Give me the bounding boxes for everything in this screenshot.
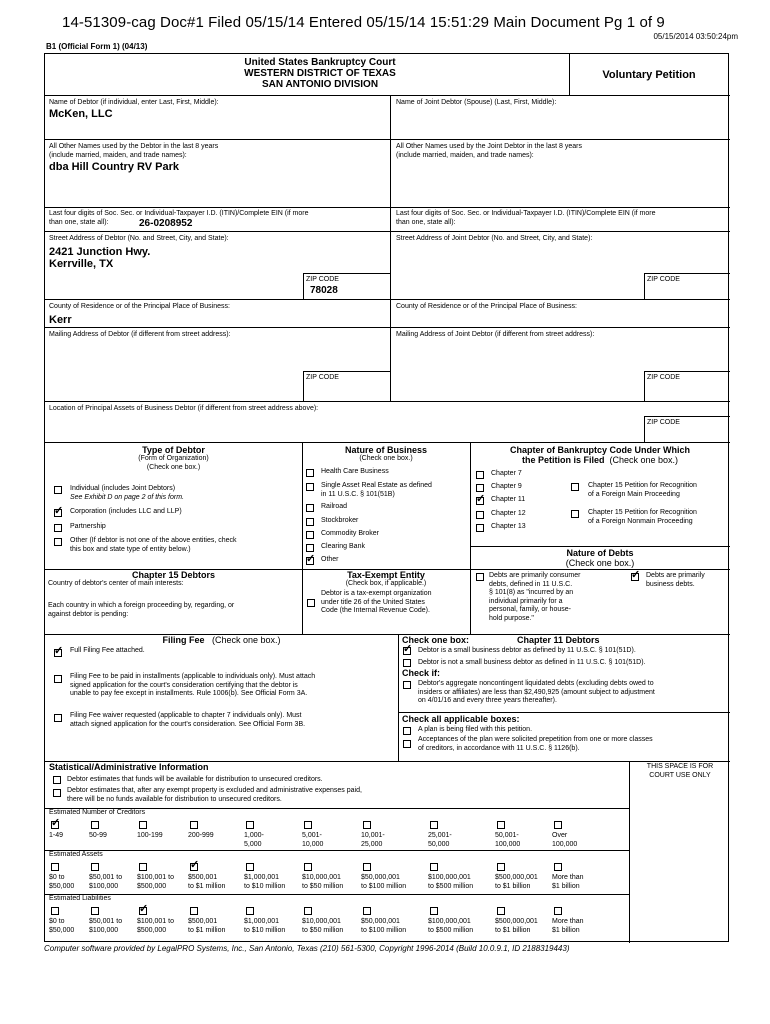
liabilities-0-label: $0 to $50,000 — [49, 918, 75, 934]
consumer-debts-checkbox[interactable] — [476, 573, 484, 581]
ch11-title: Chapter 11 Debtors — [517, 635, 600, 645]
assets-7-checkbox[interactable] — [430, 863, 438, 871]
nature-of-business-title: Nature of Business — [344, 445, 428, 455]
consumer-debts-label: Debts are primarily consumer debts, defined in 11 U.S.C. § 101(8) as "incurred by an individual primarily for a personal, family, or house- hold purpose." — [489, 572, 581, 622]
tax-exempt-label: Debtor is a tax-exempt organization under title 26 of the United States Code (the Internal Revenue Code). — [321, 590, 432, 614]
assets-5-checkbox[interactable] — [304, 863, 312, 871]
ein-value: 26-0208952 — [139, 218, 193, 229]
debtor-type-1-checkbox[interactable] — [54, 505, 64, 517]
joint-street-label: Street Address of Joint Debtor (No. and Street, City, and State): — [396, 235, 593, 242]
nature-of-debts-header — [470, 548, 730, 568]
tax-exempt-title: Tax-Exempt Entity — [347, 570, 425, 580]
assets-6-label: $50,000,001 to $100 million — [361, 874, 407, 890]
joint-mailing-zip-label: ZIP CODE — [647, 374, 680, 381]
debtor-type-1-label: Corporation (includes LLC and LLP) — [70, 508, 182, 515]
zip-label: ZIP CODE — [306, 276, 339, 283]
business-type-6-checkbox[interactable] — [306, 553, 316, 565]
type-of-debtor-title: Type of Debtor — [142, 445, 205, 455]
check-mark-icon: ✓ — [476, 493, 486, 505]
acceptances-label: Acceptances of the plan were solicited prepetition from one or more classes of creditors, in accordance with 11 U.S.C. § 1126(b). — [418, 736, 653, 752]
creditors-8-label: 50,001- 100,000 — [495, 832, 521, 848]
not-small-business-checkbox[interactable] — [403, 659, 411, 667]
check-mark-icon: ✓ — [190, 859, 200, 871]
check-mark-icon: ✓ — [403, 643, 413, 655]
filing-fee-0-checkbox[interactable] — [54, 645, 64, 657]
type-of-debtor-sub: (Form of Organization) (Check one box.) — [138, 455, 209, 471]
location-zip-label: ZIP CODE — [647, 419, 680, 426]
check-mark-icon: ✓ — [54, 645, 64, 657]
assets-4-checkbox[interactable] — [246, 863, 254, 871]
chapter15-each-label: Each country in which a foreign proceeding by, regarding, or against debtor is pending: — [48, 602, 235, 618]
software-footer: Computer software provided by LegalPRO Systems, Inc., San Antonio, Texas (210) 561-5300, Copyright 1996-2014 (Build 10.0.9.1, ID 2188319443) — [44, 944, 570, 953]
ch11-check-all: Check all applicable boxes: — [402, 714, 520, 724]
business-type-6-label: Other — [321, 556, 339, 563]
filing-fee-2-checkbox[interactable] — [54, 714, 62, 722]
debtor-name-label: Name of Debtor (if individual, enter Last, First, Middle): — [49, 99, 219, 106]
liabilities-8-label: $500,000,001 to $1 billion — [495, 918, 538, 934]
nature-of-business-header — [302, 445, 470, 464]
filing-fee-2-label: Filing Fee waiver requested (applicable to chapter 7 individuals only). Must attach signed application for the court's consideration. See Official Form 3B. — [70, 712, 306, 728]
liabilities-6-checkbox[interactable] — [363, 907, 371, 915]
liabilities-2-checkbox[interactable] — [139, 903, 149, 915]
court-line-2: WESTERN DISTRICT OF TEXAS — [244, 68, 396, 79]
creditors-3-label: 200-999 — [188, 832, 214, 839]
creditors-2-label: 100-199 — [137, 832, 163, 839]
creditors-9-label: Over 100,000 — [552, 832, 578, 848]
small-business-label: Debtor is a small business debtor as defined by 11 U.S.C. § 101(51D). — [418, 647, 636, 654]
debtor-name: McKen, LLC — [49, 108, 113, 120]
liabilities-7-label: $100,000,001 to $500 million — [428, 918, 474, 934]
liabilities-7-checkbox[interactable] — [430, 907, 438, 915]
joint-other-names-label: All Other Names used by the Joint Debtor in the last 8 years (include married, maiden, and trade names): — [396, 143, 582, 159]
other-names: dba Hill Country RV Park — [49, 161, 179, 173]
liabilities-2-label: $100,001 to $500,000 — [137, 918, 174, 934]
assets-5-label: $10,000,001 to $50 million — [302, 874, 344, 890]
joint-name-label: Name of Joint Debtor (Spouse) (Last, First, Middle): — [396, 99, 557, 106]
chapter-left-4-checkbox[interactable] — [476, 524, 484, 532]
court-name — [195, 57, 445, 90]
business-type-0-label: Health Care Business — [321, 468, 389, 475]
filing-fee-1-label: Filing Fee to be paid in installments (applicable to individuals only). Must attach signed application for the court's consideration certifying that the debtor is unable to pay fee except in installments. Rule 1006(b). See Official Form 3A. — [70, 673, 316, 697]
aggregate-debts-label: Debtor's aggregate noncontingent liquidated debts (excluding debts owed to insiders or affiliates) are less than $2,490,925 (amount subject to adjustment on 4/01/16 and every three years thereafter). — [418, 680, 655, 704]
assets-7-label: $100,000,001 to $500 million — [428, 874, 474, 890]
debtor-type-3-label: Other (If debtor is not one of the above entities, check this box and state type of entity below.) — [70, 537, 237, 553]
chapter-right-1-checkbox[interactable] — [571, 510, 579, 518]
check-mark-icon: ✓ — [306, 553, 316, 565]
liabilities-label: Estimated Liabilities — [49, 895, 111, 902]
creditors-3-checkbox[interactable] — [190, 821, 198, 829]
business-debts-checkbox[interactable] — [631, 569, 641, 581]
nature-of-debts-title: Nature of Debts — [566, 548, 634, 558]
business-type-1-label: Single Asset Real Estate as defined in 11 U.S.C. § 101(51B) — [321, 482, 432, 498]
no-funds-checkbox[interactable] — [53, 789, 61, 797]
assets-1-label: $50,001 to $100,000 — [89, 874, 123, 890]
assets-0-checkbox[interactable] — [51, 863, 59, 871]
chapter-left-2-label: Chapter 11 — [491, 496, 526, 503]
chapter15-country-label: Country of debtor's center of main interests: — [48, 580, 184, 587]
joint-zip-label: ZIP CODE — [647, 276, 680, 283]
plan-filed-label: A plan is being filed with this petition. — [418, 726, 533, 733]
creditors-6-checkbox[interactable] — [363, 821, 371, 829]
location-label: Location of Principal Assets of Business Debtor (if different from street address above): — [49, 405, 319, 412]
check-mark-icon: ✓ — [54, 505, 64, 517]
chapter-title-2: the Petition is Filed — [521, 455, 605, 465]
creditors-5-label: 5,001- 10,000 — [302, 832, 324, 848]
business-debts-label: Debts are primarily business debts. — [646, 572, 705, 588]
liabilities-0-checkbox[interactable] — [51, 907, 59, 915]
joint-county-label: County of Residence or of the Principal Place of Business: — [396, 303, 577, 310]
nature-of-debts-sub: (Check one box.) — [565, 558, 635, 568]
chapter-left-1-label: Chapter 9 — [491, 483, 522, 490]
check-mark-icon: ✓ — [51, 817, 61, 829]
small-business-checkbox[interactable] — [403, 643, 413, 655]
chapter-right-1-label: Chapter 15 Petition for Recognition of a Foreign Nonmain Proceeding — [588, 509, 697, 525]
aggregate-debts-checkbox[interactable] — [403, 681, 411, 689]
assets-3-label: $500,001 to $1 million — [188, 874, 226, 890]
liabilities-3-label: $500,001 to $1 million — [188, 918, 226, 934]
filing-fee-title: Filing Fee — [162, 635, 205, 645]
business-type-3-label: Stockbroker — [321, 517, 359, 524]
chapter-left-0-label: Chapter 7 — [491, 470, 522, 477]
liabilities-3-checkbox[interactable] — [190, 907, 198, 915]
joint-ssn-label: Last four digits of Soc. Sec. or Individual-Taxpayer I.D. (ITIN)/Complete EIN (if more than one, state all): — [396, 210, 656, 226]
court-use-only: THIS SPACE IS FOR COURT USE ONLY — [646, 763, 714, 779]
petition-type: Voluntary Petition — [602, 69, 696, 81]
liabilities-8-checkbox[interactable] — [497, 907, 505, 915]
liabilities-5-label: $10,000,001 to $50 million — [302, 918, 344, 934]
creditors-7-label: 25,001- 50,000 — [428, 832, 452, 848]
nature-of-business-sub: (Check one box.) — [359, 455, 413, 462]
exhibit-d-note: See Exhibit D on page 2 of this form. — [70, 494, 185, 501]
petition-form — [44, 53, 729, 942]
creditors-2-checkbox[interactable] — [139, 821, 147, 829]
debtor-type-2-label: Partnership — [70, 523, 106, 530]
zip-value: 78028 — [310, 285, 338, 296]
ch11-check-one: Check one box: — [402, 635, 470, 645]
chapter-left-0-checkbox[interactable] — [476, 471, 484, 479]
mailing-zip-label: ZIP CODE — [306, 374, 339, 381]
funds-available-checkbox[interactable] — [53, 776, 61, 784]
street-address: 2421 Junction Hwy. Kerrville, TX — [49, 246, 151, 270]
business-type-4-label: Commodity Broker — [321, 530, 379, 537]
type-of-debtor-header — [45, 445, 302, 472]
filing-header: 14-51309-cag Doc#1 Filed 05/15/14 Entered 05/15/14 15:51:29 Main Document Pg 1 of 9 — [62, 14, 665, 31]
chapter-left-3-label: Chapter 12 — [491, 510, 526, 517]
assets-label: Estimated Assets — [49, 851, 103, 858]
creditors-4-label: 1,000- 5,000 — [244, 832, 264, 848]
creditors-7-checkbox[interactable] — [430, 821, 438, 829]
debtor-type-0-label: Individual (includes Joint Debtors) — [70, 485, 176, 492]
creditors-1-checkbox[interactable] — [91, 821, 99, 829]
chapter-left-1-checkbox[interactable] — [476, 484, 484, 492]
street-label: Street Address of Debtor (No. and Street, City, and State): — [49, 235, 229, 242]
county-value: Kerr — [49, 314, 72, 326]
assets-9-label: More than $1 billion — [552, 874, 584, 890]
not-small-business-label: Debtor is not a small business debtor as defined in 11 U.S.C. § 101(51D). — [418, 659, 646, 666]
business-type-0-checkbox[interactable] — [306, 469, 314, 477]
creditors-0-label: 1-49 — [49, 832, 64, 839]
chapter-left-4-label: Chapter 13 — [491, 523, 526, 530]
creditors-label: Estimated Number of Creditors — [49, 809, 146, 816]
creditors-9-checkbox[interactable] — [554, 821, 562, 829]
chapter-title: Chapter of Bankruptcy Code Under Which — [509, 445, 690, 455]
creditors-0-checkbox[interactable] — [51, 817, 61, 829]
chapter-right-0-checkbox[interactable] — [571, 483, 579, 491]
liabilities-4-label: $1,000,001 to $10 million — [244, 918, 286, 934]
liabilities-9-label: More than $1 billion — [552, 918, 584, 934]
chapter-left-2-checkbox[interactable] — [476, 493, 486, 505]
county-label: County of Residence or of the Principal Place of Business: — [49, 303, 230, 310]
assets-4-label: $1,000,001 to $10 million — [244, 874, 286, 890]
business-type-3-checkbox[interactable] — [306, 518, 314, 526]
other-names-label: All Other Names used by the Debtor in the last 8 years (include married, maiden, and trade names): — [49, 143, 219, 159]
filing-fee-header — [45, 635, 398, 645]
mailing-label: Mailing Address of Debtor (if different from street address): — [49, 331, 231, 338]
assets-2-checkbox[interactable] — [139, 863, 147, 871]
filing-fee-check: (Check one box.) — [211, 635, 281, 645]
assets-3-checkbox[interactable] — [190, 859, 200, 871]
tax-exempt-checkbox[interactable] — [307, 599, 315, 607]
chapter-left-3-checkbox[interactable] — [476, 511, 484, 519]
check-mark-icon: ✓ — [139, 903, 149, 915]
liabilities-1-checkbox[interactable] — [91, 907, 99, 915]
assets-2-label: $100,001 to $500,000 — [137, 874, 174, 890]
assets-1-checkbox[interactable] — [91, 863, 99, 871]
business-type-5-label: Clearing Bank — [321, 543, 365, 550]
assets-8-checkbox[interactable] — [497, 863, 505, 871]
assets-8-label: $500,000,001 to $1 billion — [495, 874, 538, 890]
filing-fee-0-label: Full Filing Fee attached. — [70, 647, 145, 654]
joint-mailing-label: Mailing Address of Joint Debtor (if different from street address): — [396, 331, 595, 338]
creditors-1-label: 50-99 — [89, 832, 107, 839]
funds-available-label: Debtor estimates that funds will be available for distribution to unsecured creditors. — [67, 776, 323, 783]
ssn-label: Last four digits of Soc. Sec. or Individual-Taxpayer I.D. (ITIN)/Complete EIN (if more than one, state all): — [49, 210, 309, 226]
creditors-6-label: 10,001- 25,000 — [361, 832, 385, 848]
creditors-8-checkbox[interactable] — [497, 821, 505, 829]
no-funds-label: Debtor estimates that, after any exempt property is excluded and administrative expenses paid, there will be no funds available for distribution to unsecured creditors. — [67, 787, 362, 803]
chapter15-title: Chapter 15 Debtors — [131, 570, 216, 580]
assets-0-label: $0 to $50,000 — [49, 874, 75, 890]
filing-fee-1-checkbox[interactable] — [54, 675, 62, 683]
creditors-4-checkbox[interactable] — [246, 821, 254, 829]
liabilities-9-checkbox[interactable] — [554, 907, 562, 915]
ch11-check-if: Check if: — [402, 668, 441, 678]
chapter-header — [470, 445, 730, 465]
debtor-type-0-checkbox[interactable] — [54, 486, 62, 494]
court-line-3: SAN ANTONIO DIVISION — [261, 79, 379, 90]
business-type-2-label: Railroad — [321, 503, 348, 510]
plan-filed-checkbox[interactable] — [403, 727, 411, 735]
liabilities-6-label: $50,000,001 to $100 million — [361, 918, 407, 934]
court-line-1: United States Bankruptcy Court — [244, 57, 396, 68]
chapter-right-0-label: Chapter 15 Petition for Recognition of a Foreign Main Proceeding — [588, 482, 697, 498]
assets-6-checkbox[interactable] — [363, 863, 371, 871]
stat-title: Statistical/Administrative Information — [49, 762, 209, 772]
acceptances-checkbox[interactable] — [403, 740, 411, 748]
timestamp: 05/15/2014 03:50:24pm — [653, 32, 738, 41]
assets-9-checkbox[interactable] — [554, 863, 562, 871]
tax-exempt-sub: (Check box, if applicable.) — [345, 580, 427, 587]
creditors-5-checkbox[interactable] — [304, 821, 312, 829]
debtor-type-3-checkbox[interactable] — [54, 538, 62, 546]
debtor-type-2-checkbox[interactable] — [54, 524, 62, 532]
liabilities-5-checkbox[interactable] — [304, 907, 312, 915]
check-mark-icon: ✓ — [631, 569, 641, 581]
form-id: B1 (Official Form 1) (04/13) — [46, 42, 148, 51]
business-type-2-checkbox[interactable] — [306, 504, 314, 512]
business-type-4-checkbox[interactable] — [306, 531, 314, 539]
liabilities-1-label: $50,001 to $100,000 — [89, 918, 123, 934]
business-type-1-checkbox[interactable] — [306, 483, 314, 491]
liabilities-4-checkbox[interactable] — [246, 907, 254, 915]
business-type-5-checkbox[interactable] — [306, 544, 314, 552]
chapter-check-one: (Check one box.) — [609, 455, 679, 465]
